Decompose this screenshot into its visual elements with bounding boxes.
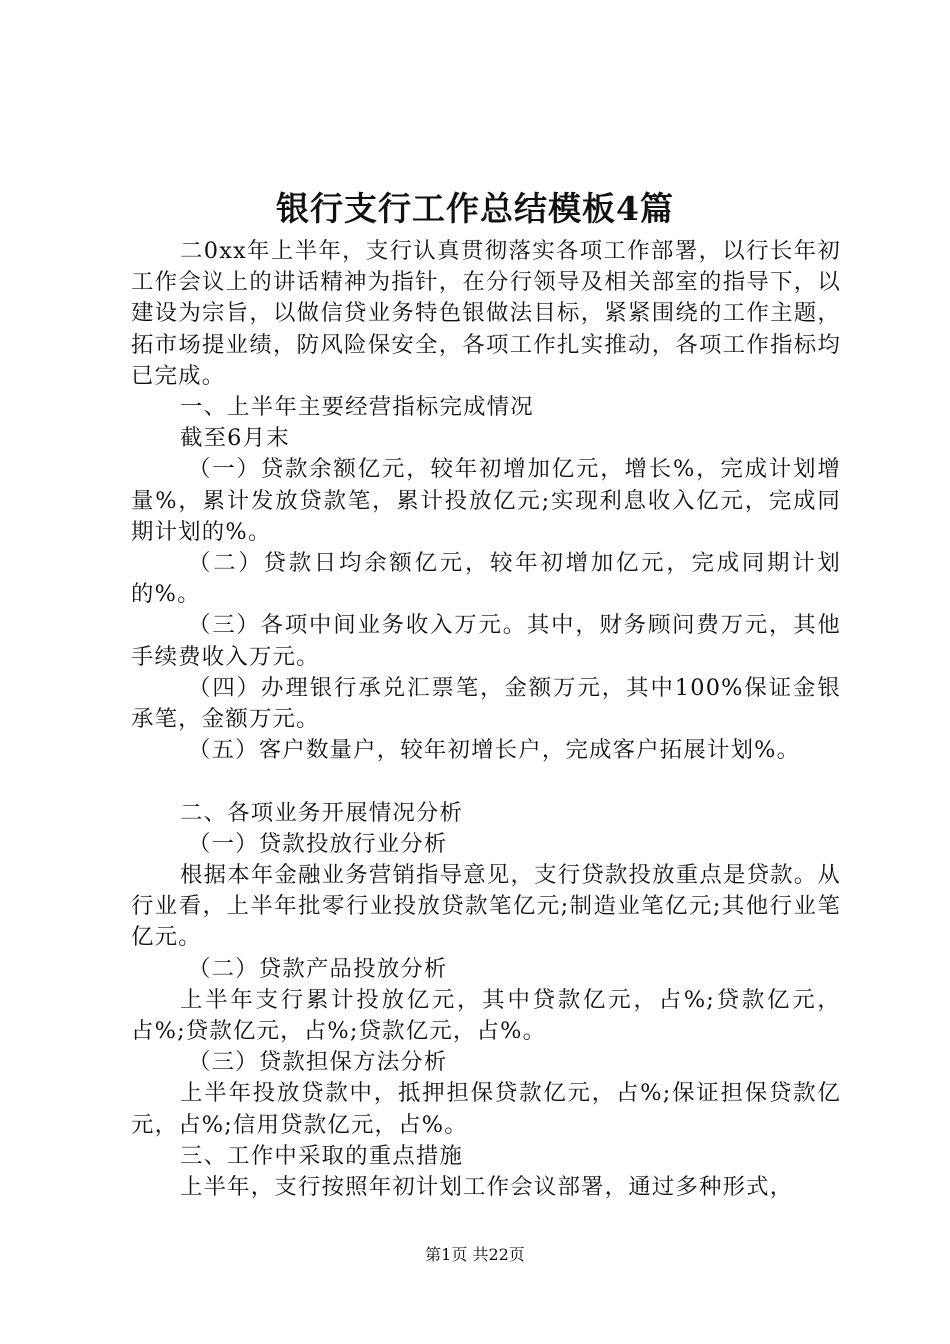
list-item: （三）各项中间业务收入万元。其中，财务顾问费万元，其他手续费收入万元。 [131,612,841,670]
list-item: （四）办理银行承兑汇票笔，金额万元，其中100%保证金银承笔，金额万元。 [131,674,841,733]
subsection-heading: （三）贷款担保方法分析 [188,1049,448,1076]
document-title: 银行支行工作总结模板4篇 [276,189,674,228]
blank-line [131,766,841,797]
subsection-heading: （二）贷款产品投放分析 [188,955,448,982]
page-footer: 第1页 共22页 [425,1245,525,1264]
section-heading: 二、各项业务开展情况分析 [180,799,464,826]
section-heading: 一、上半年主要经营指标完成情况 [180,394,534,421]
section-heading: 三、工作中采取的重点措施 [180,1142,464,1169]
body-paragraph: 上半年支行累计投放亿元，其中贷款亿元，占%;贷款亿元，占%;贷款亿元，占%;贷款亿元，占%。 [131,986,841,1045]
list-item: （五）客户数量户，较年初增长户，完成客户拓展计划%。 [188,737,801,764]
body-paragraph: 截至6月末 [180,425,290,452]
list-item: （一）贷款余额亿元，较年初增加亿元，增长%，完成计划增量%，累计发放贷款笔，累计投放亿元;实现利息收入亿元，完成同期计划的%。 [131,456,841,545]
body-paragraph: 上半年，支行按照年初计划工作会议部署，通过多种形式， [180,1174,794,1201]
document-body [131,236,841,1203]
body-paragraph: 根据本年金融业务营销指导意见，支行贷款投放重点是贷款。从行业看，上半年批零行业投放贷款笔亿元;制造业笔亿元;其他行业笔亿元。 [131,862,841,951]
body-paragraph: 上半年投放贷款中，抵押担保贷款亿元，占%;保证担保贷款亿元，占%;信用贷款亿元，占%。 [131,1080,841,1138]
subsection-heading: （一）贷款投放行业分析 [188,830,448,857]
list-item: （二）贷款日均余额亿元，较年初增加亿元，完成同期计划的%。 [131,550,841,608]
intro-paragraph: 二0xx年上半年，支行认真贯彻落实各项工作部署，以行长年初工作会议上的讲话精神为指针，在分行领导及相关部室的指导下，以建设为宗旨，以做信贷业务特色银做法目标，紧紧围绕的工作主题，拓市场提业绩，防风险保安全，各项工作扎实推动，各项工作指标均已完成。 [131,238,841,389]
